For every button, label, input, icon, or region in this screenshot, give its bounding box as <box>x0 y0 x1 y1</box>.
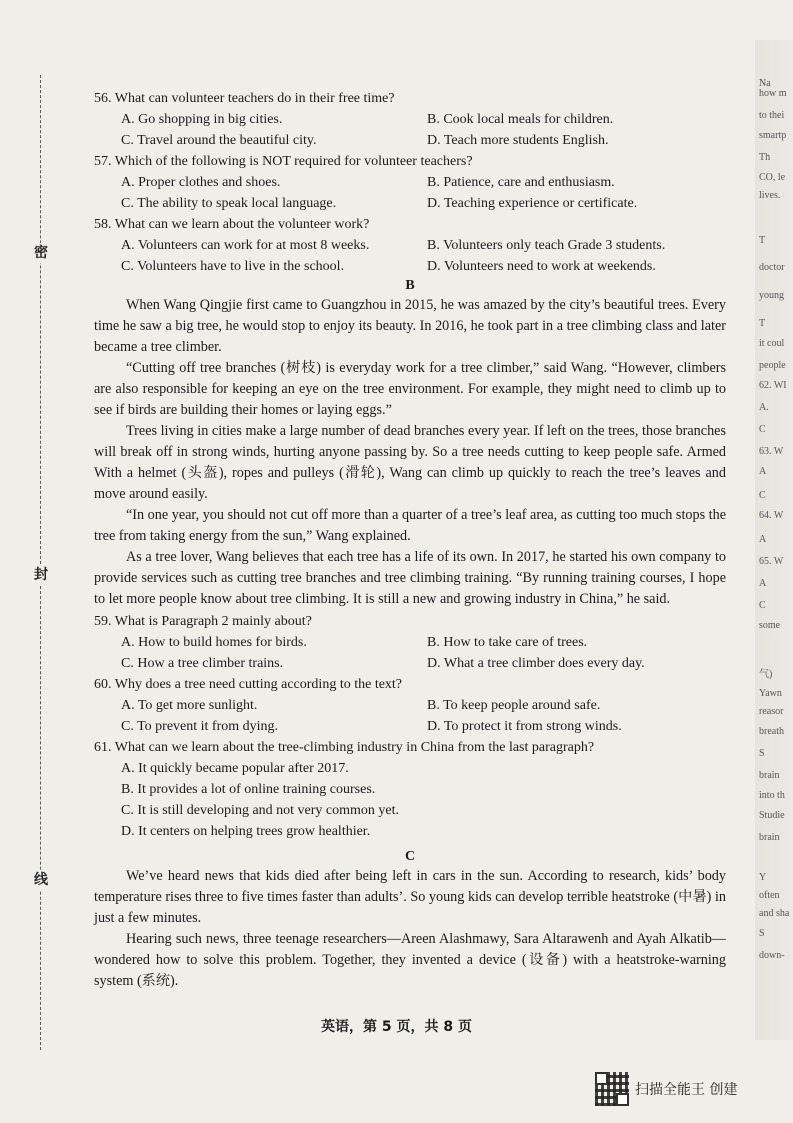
binding-char-feng: 封 <box>31 565 51 585</box>
question-stem: 56. What can volunteer teachers do in their free time? <box>94 91 395 106</box>
passage-paragraph: Trees living in cities make a large number of dead branches every year. If left on the trees, those branches will break off in strong winds, hurting anyone passing by. So a tree needs cutting to keep people safe. Armed With a helmet (头盔), ropes and pulleys (滑轮), Wang can climb up quickly to reach the tree’s leaves and move around easily. <box>94 423 726 502</box>
next-page-edge <box>755 40 793 1040</box>
next-page-fragment: often <box>759 890 780 901</box>
option-row <box>94 235 726 256</box>
answer-option: A. It quickly became popular after 2017. <box>121 761 349 776</box>
next-page-fragment: A <box>759 466 767 477</box>
answer-option: B. Patience, care and enthusiasm. <box>427 175 615 190</box>
option-row <box>94 109 726 130</box>
next-page-fragment: smartp <box>759 130 787 141</box>
next-page-fragment: Studie <box>759 810 785 821</box>
answer-option: A. Volunteers can work for at most 8 weeks. <box>121 238 370 253</box>
next-page-fragment: lives. <box>759 190 781 201</box>
question-stem: 58. What can we learn about the volunteer work? <box>94 217 370 232</box>
passage-c <box>94 866 726 992</box>
qr-code-icon <box>595 1072 629 1106</box>
next-page-fragment: 64. W <box>759 510 784 521</box>
next-page-fragment: breath <box>759 726 784 737</box>
answer-option: D. It centers on helping trees grow healthier. <box>121 824 371 839</box>
option-row <box>94 130 726 151</box>
option-row <box>94 653 726 674</box>
passage-paragraph: When Wang Qingjie first came to Guangzhou in 2015, he was amazed by the city’s beautiful trees. Every time he saw a big tree, he would stop to enjoy its beauty. In 2016, he took part in a tree climbing class and later became a tree climber. <box>94 297 726 355</box>
page-content <box>94 88 726 992</box>
next-page-fragment: and sha <box>759 908 790 919</box>
option-row <box>94 716 726 737</box>
answer-option: A. How to build homes for birds. <box>121 635 307 650</box>
next-page-fragment: to thei <box>759 110 785 121</box>
question-stem: 61. What can we learn about the tree-climbing industry in China from the last paragraph? <box>94 740 595 755</box>
next-page-fragment: some <box>759 620 781 631</box>
answer-option: C. It is still developing and not very common yet. <box>121 803 400 818</box>
next-page-fragment: S <box>759 748 765 759</box>
answer-option: A. Go shopping in big cities. <box>121 112 283 127</box>
next-page-fragment: brain <box>759 770 780 781</box>
answer-option: C. How a tree climber trains. <box>121 656 284 671</box>
next-page-fragment: people <box>759 360 786 371</box>
next-page-fragment: A <box>759 534 767 545</box>
next-page-fragment: C <box>759 490 766 501</box>
option-row <box>94 256 726 277</box>
scanner-label: 扫描全能王 创建 <box>635 1082 738 1098</box>
next-page-fragment: it coul <box>759 338 785 349</box>
option-row <box>94 695 726 716</box>
answer-option: D. Volunteers need to work at weekends. <box>427 259 656 274</box>
scanner-watermark <box>595 1072 737 1106</box>
binding-char-mi: 密 <box>31 243 51 263</box>
next-page-fragment: CO, le <box>759 172 786 183</box>
next-page-fragment: T <box>759 318 766 329</box>
next-page-fragment: Yawn <box>759 688 782 699</box>
answer-option: C. Volunteers have to live in the school. <box>121 259 345 274</box>
answer-option: B. How to take care of trees. <box>427 635 588 650</box>
answer-option: C. To prevent it from dying. <box>121 719 279 734</box>
next-page-fragment: 65. W <box>759 556 784 567</box>
question-stem: 60. Why does a tree need cutting according to the text? <box>94 677 403 692</box>
answer-option: D. Teaching experience or certificate. <box>427 196 638 211</box>
next-page-fragment: into th <box>759 790 785 801</box>
answer-option: C. Travel around the beautiful city. <box>121 133 317 148</box>
next-page-fragment: doctor <box>759 262 785 273</box>
next-page-fragment: C <box>759 424 766 435</box>
next-page-fragment: reasor <box>759 706 784 717</box>
answer-option: D. What a tree climber does every day. <box>427 656 645 671</box>
next-page-fragment: Th <box>759 152 771 163</box>
answer-option: B. To keep people around safe. <box>427 698 601 713</box>
next-page-fragment: S <box>759 928 765 939</box>
next-page-fragment: how m <box>759 88 787 99</box>
section-c-letter: C <box>404 849 416 864</box>
next-page-fragment: A. <box>759 402 769 413</box>
questions-section-b <box>94 611 726 842</box>
questions-section-a <box>94 88 726 277</box>
next-page-fragment: 气) <box>759 669 773 680</box>
option-row <box>94 193 726 214</box>
next-page-fragment: young <box>759 290 784 301</box>
next-page-fragment: Na <box>759 78 771 89</box>
answer-option: D. Teach more students English. <box>427 133 609 148</box>
next-page-fragment: brain <box>759 832 780 843</box>
section-b-letter: B <box>405 278 415 293</box>
passage-paragraph: “Cutting off tree branches (树枝) is everyday work for a tree climber,” said Wang. “However, climbers are also responsible for keeping an eye on the tree environment. For example, they might need to climb up to see if birds are building their homes or laying eggs.” <box>94 360 726 418</box>
next-page-fragment: 62. WI <box>759 380 787 391</box>
answer-option: A. To get more sunlight. <box>121 698 258 713</box>
question-stem: 59. What is Paragraph 2 mainly about? <box>94 614 312 629</box>
answer-option: B. It provides a lot of online training courses. <box>121 782 376 797</box>
binding-line <box>40 75 41 1050</box>
next-page-fragment: Y <box>759 872 767 883</box>
next-page-fragment: A <box>759 578 767 589</box>
answer-option: A. Proper clothes and shoes. <box>121 175 281 190</box>
next-page-fragment: down- <box>759 950 785 961</box>
answer-option: D. To protect it from strong winds. <box>427 719 622 734</box>
next-page-fragment: T <box>759 235 766 246</box>
question-stem: 57. Which of the following is NOT required for volunteer teachers? <box>94 154 473 169</box>
option-row <box>94 172 726 193</box>
next-page-fragment: C <box>759 600 766 611</box>
passage-paragraph: “In one year, you should not cut off more than a quarter of a tree’s leaf area, as cutting too much stops the tree from taking energy from the sun,” Wang explained. <box>94 507 726 544</box>
passage-paragraph: We’ve heard news that kids died after being left in cars in the sun. According to research, kids’ body temperature rises three to five times faster than adults’. So young kids can develop terrible heatstroke (中暑) in just a few minutes. <box>94 868 726 926</box>
answer-option: B. Volunteers only teach Grade 3 students. <box>427 238 666 253</box>
next-page-fragment: 63. W <box>759 446 784 457</box>
option-row <box>94 632 726 653</box>
passage-paragraph: As a tree lover, Wang believes that each tree has a life of its own. In 2017, he started his own company to provide services such as cutting tree branches and tree climbing training. “By running training courses, I hope to let more people know about tree climbing. It is still a new and growing industry in China,” he said. <box>94 549 726 607</box>
passage-b <box>94 295 726 610</box>
answer-option: B. Cook local meals for children. <box>427 112 614 127</box>
passage-paragraph: Hearing such news, three teenage researchers—Areen Alashmawy, Sara Altarawenh and Ayah Alkatib—wondered how to solve this problem. Together, they invented a device (设备) with a heatstroke-warning system (系统). <box>94 931 726 989</box>
binding-char-xian: 线 <box>31 870 51 890</box>
page-footer: 英语，第 5 页，共 8 页 <box>321 1019 472 1035</box>
answer-option: C. The ability to speak local language. <box>121 196 337 211</box>
